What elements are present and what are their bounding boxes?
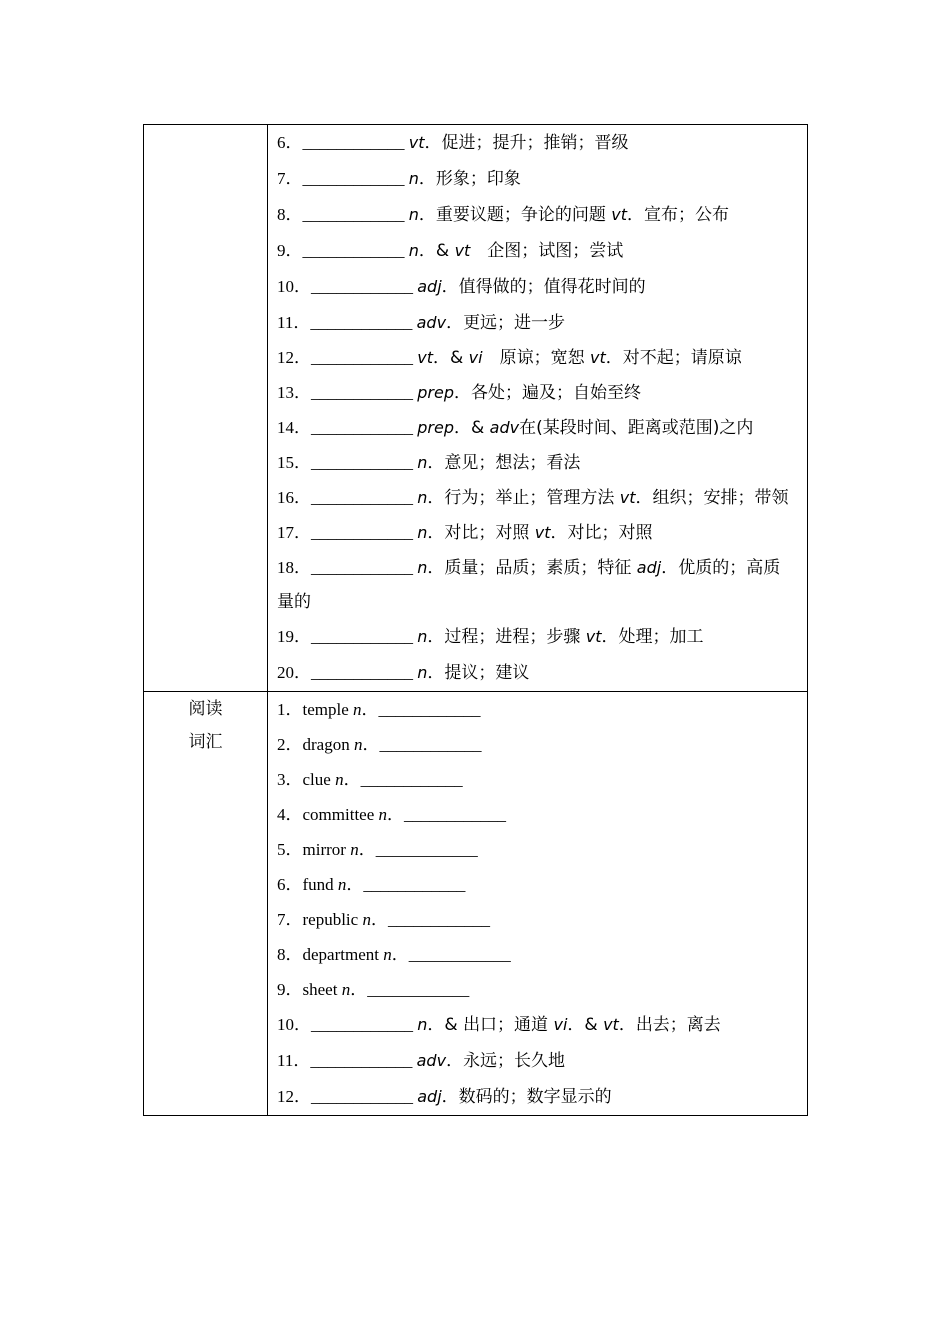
part-of-speech: vt [417, 348, 433, 367]
pos-connector: ．& [418, 241, 455, 261]
item-meaning: 企图；试图；尝试 [470, 241, 624, 261]
list-item: 10．____________ adj．值得做的；值得花时间的 [277, 277, 646, 297]
part-of-speech: adv [416, 1051, 447, 1070]
vocabulary-table [143, 124, 808, 1116]
answer-blank[interactable]: ____________ [311, 663, 413, 682]
item-number: 7． [277, 169, 303, 188]
item-number: 18． [277, 558, 311, 577]
part-of-speech: n [417, 453, 428, 472]
item-meaning: 原谅；宽恕 [482, 348, 590, 368]
part-of-speech: n [417, 1015, 428, 1034]
english-word: sheet [302, 980, 342, 999]
part-of-speech: n [383, 945, 392, 964]
item-meaning: 重要议题；争论的问题 [435, 205, 612, 225]
item-number: 4． [277, 805, 303, 824]
answer-blank[interactable]: ____________ [311, 558, 413, 577]
item-number: 2． [277, 735, 303, 754]
part-of-speech: n [378, 805, 388, 824]
answer-blank[interactable]: ____________ [311, 488, 413, 507]
item-meaning: 过程；进程；步骤 [444, 627, 586, 647]
category-label-line1: 阅读 [188, 699, 223, 719]
list-item: 4．committee n．____________ [277, 805, 507, 824]
answer-blank[interactable]: ____________ [302, 241, 405, 260]
part-of-speech: n [408, 205, 419, 224]
item-number: 19． [277, 627, 311, 646]
answer-blank[interactable]: ____________ [404, 805, 507, 824]
item-meaning: 对比；对照 [444, 523, 535, 543]
item-number: 8． [277, 945, 303, 964]
list-item: 3．clue n．____________ [277, 770, 463, 789]
answer-blank[interactable]: ____________ [367, 980, 470, 999]
answer-blank[interactable]: ____________ [302, 205, 405, 224]
part-of-speech: n [350, 840, 359, 859]
item-meaning: 对不起；请原谅 [622, 348, 742, 368]
item-number: 12． [277, 348, 311, 367]
part-of-speech: vt [619, 488, 636, 507]
pos-connector: ．& [427, 1015, 464, 1035]
item-meaning: 行为；举止；管理方法 [444, 488, 620, 508]
answer-blank[interactable]: ____________ [311, 1015, 413, 1034]
item-number: 3． [277, 770, 303, 789]
english-word: department [302, 945, 384, 964]
item-number: 10． [277, 277, 311, 296]
item-meaning: 处理；加工 [618, 627, 704, 647]
part-of-speech: vi [553, 1015, 568, 1034]
item-number: 7． [277, 910, 303, 929]
category-label-line2: 词汇 [188, 732, 223, 752]
item-number: 9． [277, 241, 303, 260]
pos-connector: ．& [453, 418, 490, 438]
list-item: 17．____________ n．对比；对照 vt．对比；对照 [277, 523, 653, 543]
word-list-cell [268, 125, 808, 692]
list-item: 19．____________ n．过程；进程；步骤 vt．处理；加工 [277, 627, 704, 647]
pos-connector: ．& [433, 348, 469, 368]
list-item: 11．____________ adv．永远；长久地 [277, 1051, 566, 1071]
answer-blank[interactable]: ____________ [408, 945, 511, 964]
list-item: 9．sheet n．____________ [277, 980, 470, 999]
part-of-speech: adv [416, 313, 447, 332]
answer-blank[interactable]: ____________ [387, 910, 490, 929]
answer-blank[interactable]: ____________ [311, 627, 413, 646]
item-number: 13． [277, 383, 311, 402]
pos-connector: ．& [567, 1015, 604, 1035]
table-row [144, 125, 808, 692]
item-meaning: 各处；遍及；自始至终 [470, 383, 641, 403]
part-of-speech: prep [417, 418, 454, 437]
part-of-speech: adj [636, 558, 662, 577]
answer-blank[interactable]: ____________ [310, 313, 413, 332]
part-of-speech: n [417, 523, 428, 542]
item-number: 6． [277, 875, 303, 894]
list-item: 12．____________ vt．& vi 原谅；宽恕 vt．对不起；请原谅 [277, 348, 742, 368]
list-item: 2．dragon n．____________ [277, 735, 482, 754]
answer-blank[interactable]: ____________ [311, 418, 413, 437]
answer-blank[interactable]: ____________ [311, 453, 413, 472]
answer-blank[interactable]: ____________ [311, 277, 413, 296]
item-meaning: 组织；安排；带领 [652, 488, 789, 508]
part-of-speech: n [408, 169, 419, 188]
item-number: 20． [277, 663, 311, 682]
category-cell [144, 692, 268, 1116]
list-item: 7．____________ n．形象；印象 [277, 169, 521, 189]
english-word: temple [302, 700, 354, 719]
list-item: 6．fund n．____________ [277, 875, 466, 894]
part-of-speech: n [353, 700, 362, 719]
item-meaning: 意见；想法；看法 [444, 453, 581, 473]
list-item: 18．____________ n．质量；品质；素质；特征 adj．优质的；高质量的 [277, 558, 781, 612]
list-item: 12．____________ adj．数码的；数字显示的 [277, 1087, 612, 1107]
part-of-speech: prep [417, 383, 454, 402]
category-cell-empty [144, 125, 268, 692]
english-word: mirror [302, 840, 351, 859]
part-of-speech: n [417, 558, 428, 577]
item-number: 10． [277, 1015, 311, 1034]
answer-blank[interactable]: ____________ [302, 133, 405, 152]
list-item: 16．____________ n．行为；举止；管理方法 vt．组织；安排；带领 [277, 488, 789, 508]
item-number: 16． [277, 488, 311, 507]
item-number: 6． [277, 133, 303, 152]
part-of-speech: n [362, 910, 371, 929]
item-number: 17． [277, 523, 311, 542]
english-word: committee [302, 805, 379, 824]
item-meaning: 数码的；数字显示的 [458, 1087, 612, 1107]
item-meaning: 提议；建议 [444, 663, 530, 683]
english-word: clue [302, 770, 336, 789]
list-item: 11．____________ adv．更远；进一步 [277, 313, 566, 333]
english-word: dragon [302, 735, 354, 754]
answer-blank[interactable]: ____________ [311, 523, 413, 542]
answer-blank[interactable]: ____________ [302, 169, 405, 188]
part-of-speech: adj [417, 277, 442, 296]
answer-blank[interactable]: ____________ [310, 1051, 413, 1070]
word-list-cell [268, 692, 808, 1116]
item-number: 8． [277, 205, 303, 224]
item-meaning: 值得做的；值得花时间的 [458, 277, 646, 297]
part-of-speech: n [417, 488, 428, 507]
item-number: 5． [277, 840, 303, 859]
item-number: 1． [277, 700, 303, 719]
list-item: 8．____________ n．重要议题；争论的问题 vt．宣布；公布 [277, 205, 730, 225]
part-of-speech: n [335, 770, 344, 789]
table-row [144, 692, 808, 1116]
answer-blank[interactable]: ____________ [375, 840, 478, 859]
item-meaning: 宣布；公布 [644, 205, 730, 225]
part-of-speech: vt [590, 348, 606, 367]
item-meaning: 优质的；高质量的 [277, 558, 781, 612]
list-item: 8．department n．____________ [277, 945, 511, 964]
part-of-speech: adv [489, 418, 520, 437]
item-number: 9． [277, 980, 303, 999]
part-of-speech: vt [603, 1015, 619, 1034]
item-meaning: 出口；通道 [463, 1015, 554, 1035]
list-item: 10．____________ n．& 出口；通道 vi．& vt．出去；离去 [277, 1015, 721, 1035]
part-of-speech: vt [408, 133, 425, 152]
item-number: 15． [277, 453, 311, 472]
list-item: 5．mirror n．____________ [277, 840, 478, 859]
part-of-speech: vt [534, 523, 551, 542]
item-meaning: 形象；印象 [435, 169, 521, 189]
english-word: fund [302, 875, 338, 894]
answer-blank[interactable]: ____________ [311, 383, 413, 402]
part-of-speech: vt [611, 205, 628, 224]
list-item: 6．____________ vt．促进；提升；推销；晋级 [277, 133, 629, 153]
part-of-speech: n [353, 735, 363, 754]
part-of-speech: n [417, 627, 428, 646]
item-number: 12． [277, 1087, 311, 1106]
answer-blank[interactable]: ____________ [311, 348, 413, 367]
list-item: 20．____________ n．提议；建议 [277, 663, 530, 683]
part-of-speech: vi [468, 348, 483, 367]
item-meaning: 在(某段时间、距离或范围)之内 [519, 418, 754, 438]
list-item [277, 233, 797, 269]
list-item: 15．____________ n．意见；想法；看法 [277, 453, 581, 473]
list-item: 1．temple n．____________ [277, 700, 481, 719]
part-of-speech: adj [417, 1087, 442, 1106]
item-meaning: 更远；进一步 [463, 313, 566, 333]
item-number: 11． [277, 313, 311, 332]
part-of-speech: vt [585, 627, 602, 646]
list-item [277, 411, 797, 445]
english-word: republic [302, 910, 363, 929]
answer-blank[interactable]: ____________ [363, 875, 466, 894]
list-item: 7．republic n．____________ [277, 910, 490, 929]
item-meaning: 质量；品质；素质；特征 [444, 558, 637, 578]
answer-blank[interactable]: ____________ [311, 1087, 413, 1106]
part-of-speech: vt [454, 241, 471, 260]
list-item: 13．____________ prep．各处；遍及；自始至终 [277, 383, 641, 403]
part-of-speech: n [337, 875, 347, 894]
answer-blank[interactable]: ____________ [379, 735, 482, 754]
part-of-speech: n [408, 241, 419, 260]
answer-blank[interactable]: ____________ [360, 770, 463, 789]
answer-blank[interactable]: ____________ [378, 700, 481, 719]
item-number: 11． [277, 1051, 311, 1070]
part-of-speech: n [417, 663, 428, 682]
item-meaning: 出去；离去 [635, 1015, 721, 1035]
item-number: 14． [277, 418, 311, 437]
item-meaning: 促进；提升；推销；晋级 [441, 133, 629, 153]
part-of-speech: n [341, 980, 351, 999]
item-meaning: 对比；对照 [567, 523, 653, 543]
item-meaning: 永远；长久地 [463, 1051, 566, 1071]
